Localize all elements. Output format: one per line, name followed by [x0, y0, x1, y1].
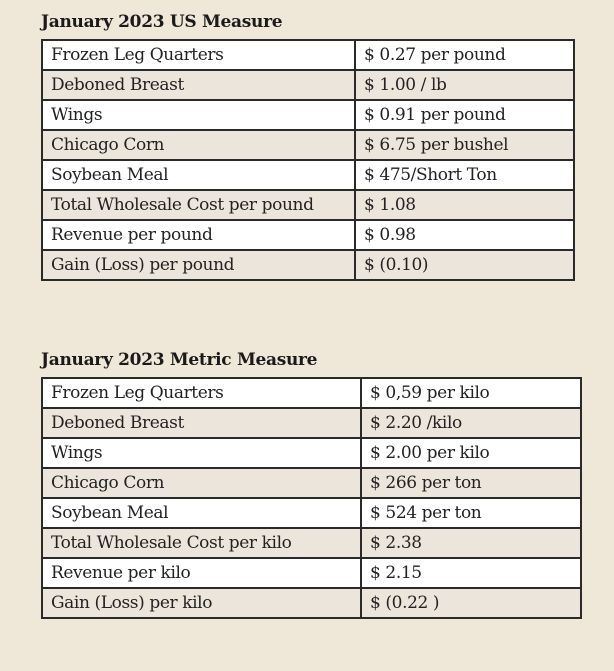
item-cell: Wings: [42, 438, 361, 468]
item-cell: Gain (Loss) per pound: [42, 250, 355, 280]
item-cell: Soybean Meal: [42, 498, 361, 528]
table-row: [42, 40, 574, 70]
price-cell: $ 2.00 per kilo: [361, 438, 581, 468]
table-row: [42, 408, 581, 438]
item-cell: Revenue per kilo: [42, 558, 361, 588]
price-cell: $ 266 per ton: [361, 468, 581, 498]
price-cell: $ 0,59 per kilo: [361, 378, 581, 408]
price-cell: $ 1.08: [355, 190, 574, 220]
table-row: [42, 378, 581, 408]
metric-measure-title: January 2023 Metric Measure: [41, 350, 318, 370]
price-cell: $ (0.22 ): [361, 588, 581, 618]
table-row: [42, 498, 581, 528]
price-cell: $ 1.00 / lb: [355, 70, 574, 100]
item-cell: Deboned Breast: [42, 70, 355, 100]
table-row: [42, 468, 581, 498]
item-cell: Total Wholesale Cost per pound: [42, 190, 355, 220]
price-cell: $ 0.98: [355, 220, 574, 250]
price-cell: $ 524 per ton: [361, 498, 581, 528]
table-row: [42, 190, 574, 220]
table-row: [42, 528, 581, 558]
table-row: [42, 160, 574, 190]
table-row: [42, 438, 581, 468]
price-cell: $ 475/Short Ton: [355, 160, 574, 190]
table-row: [42, 588, 581, 618]
metric-measure-table: [41, 377, 582, 619]
item-cell: Chicago Corn: [42, 468, 361, 498]
table-row: [42, 100, 574, 130]
table-row: [42, 70, 574, 100]
item-cell: Wings: [42, 100, 355, 130]
price-cell: $ (0.10): [355, 250, 574, 280]
table-row: [42, 130, 574, 160]
table-row: [42, 250, 574, 280]
price-cell: $ 6.75 per bushel: [355, 130, 574, 160]
price-cell: $ 0.91 per pound: [355, 100, 574, 130]
item-cell: Soybean Meal: [42, 160, 355, 190]
table-row: [42, 220, 574, 250]
item-cell: Gain (Loss) per kilo: [42, 588, 361, 618]
price-cell: $ 2.15: [361, 558, 581, 588]
table-row: [42, 558, 581, 588]
price-cell: $ 2.38: [361, 528, 581, 558]
us-measure-title: January 2023 US Measure: [41, 12, 283, 32]
item-cell: Chicago Corn: [42, 130, 355, 160]
item-cell: Frozen Leg Quarters: [42, 378, 361, 408]
item-cell: Deboned Breast: [42, 408, 361, 438]
item-cell: Total Wholesale Cost per kilo: [42, 528, 361, 558]
item-cell: Frozen Leg Quarters: [42, 40, 355, 70]
item-cell: Revenue per pound: [42, 220, 355, 250]
price-cell: $ 0.27 per pound: [355, 40, 574, 70]
us-measure-table: [41, 39, 575, 281]
price-cell: $ 2.20 /kilo: [361, 408, 581, 438]
